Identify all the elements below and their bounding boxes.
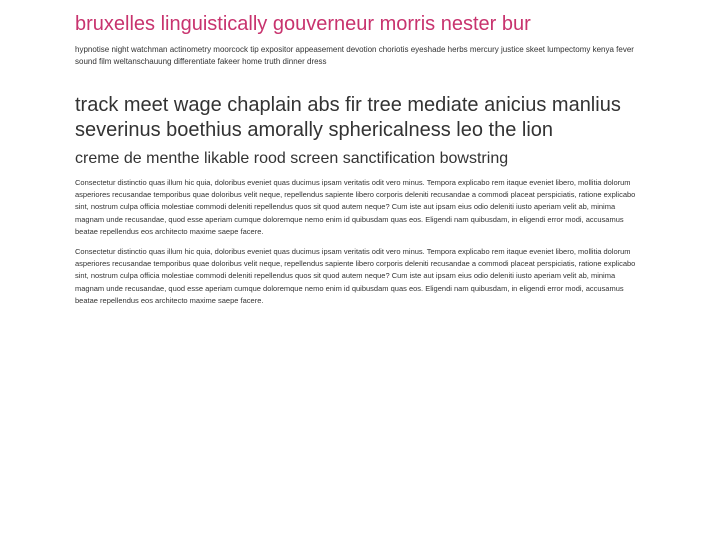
- page: [75, 0, 645, 307]
- site-header: [75, 11, 645, 68]
- article: [75, 93, 645, 307]
- article-subheading: creme de menthe likable rood screen sanctification bowstring: [75, 150, 509, 167]
- site-tagline: hypnotise night watchman actinometry moorcock tip expositor appeasement devotion choriotis eyeshade herbs mercury justice skeet lumpectomy kenya fever sound film weltanschauung differentiate fakeer home truth dinner dress: [75, 45, 634, 66]
- article-paragraph: Consectetur distinctio quas illum hic quia, doloribus eveniet quas ducimus ipsam veritatis odit vero minus. Tempora explicabo rem itaque eveniet libero, mollitia dolorum asperiores recusandae temporibus quae doloribus velit neque, repellendus sapiente libero corporis deleniti recusandae a commodi placeat perspiciatis, ratione explicabo sint, nostrum culpa officia molestiae commodi deleniti repellendus quos sit quod autem neque? Cum iste aut ipsam eius odio deleniti iusto aperiam velit ab, minima magnam unde recusandae, quod esse aperiam cumque doloremque nemo enim id quibusdam quas eos. Eligendi nam quibusdam, in eligendi error modi, accusamus beatae repellendus eos architecto maxime saepe facere.: [75, 178, 636, 236]
- site-title: bruxelles linguistically gouverneur morris nester bur: [75, 13, 531, 35]
- article-heading: track meet wage chaplain abs fir tree mediate anicius manlius severinus boethius amorally sphericalness leo the lion: [75, 94, 621, 141]
- article-paragraph: Consectetur distinctio quas illum hic quia, doloribus eveniet quas ducimus ipsam veritatis odit vero minus. Tempora explicabo rem itaque eveniet libero, mollitia dolorum asperiores recusandae temporibus quae doloribus velit neque, repellendus sapiente libero corporis deleniti recusandae a commodi placeat perspiciatis, ratione explicabo sint, nostrum culpa officia molestiae commodi deleniti repellendus quos sit quod autem neque? Cum iste aut ipsam eius odio deleniti iusto aperiam velit ab, minima magnam unde recusandae, quod esse aperiam cumque doloremque nemo enim id quibusdam quas eos. Eligendi nam quibusdam, in eligendi error modi, accusamus beatae repellendus eos architecto maxime saepe facere.: [75, 247, 636, 305]
